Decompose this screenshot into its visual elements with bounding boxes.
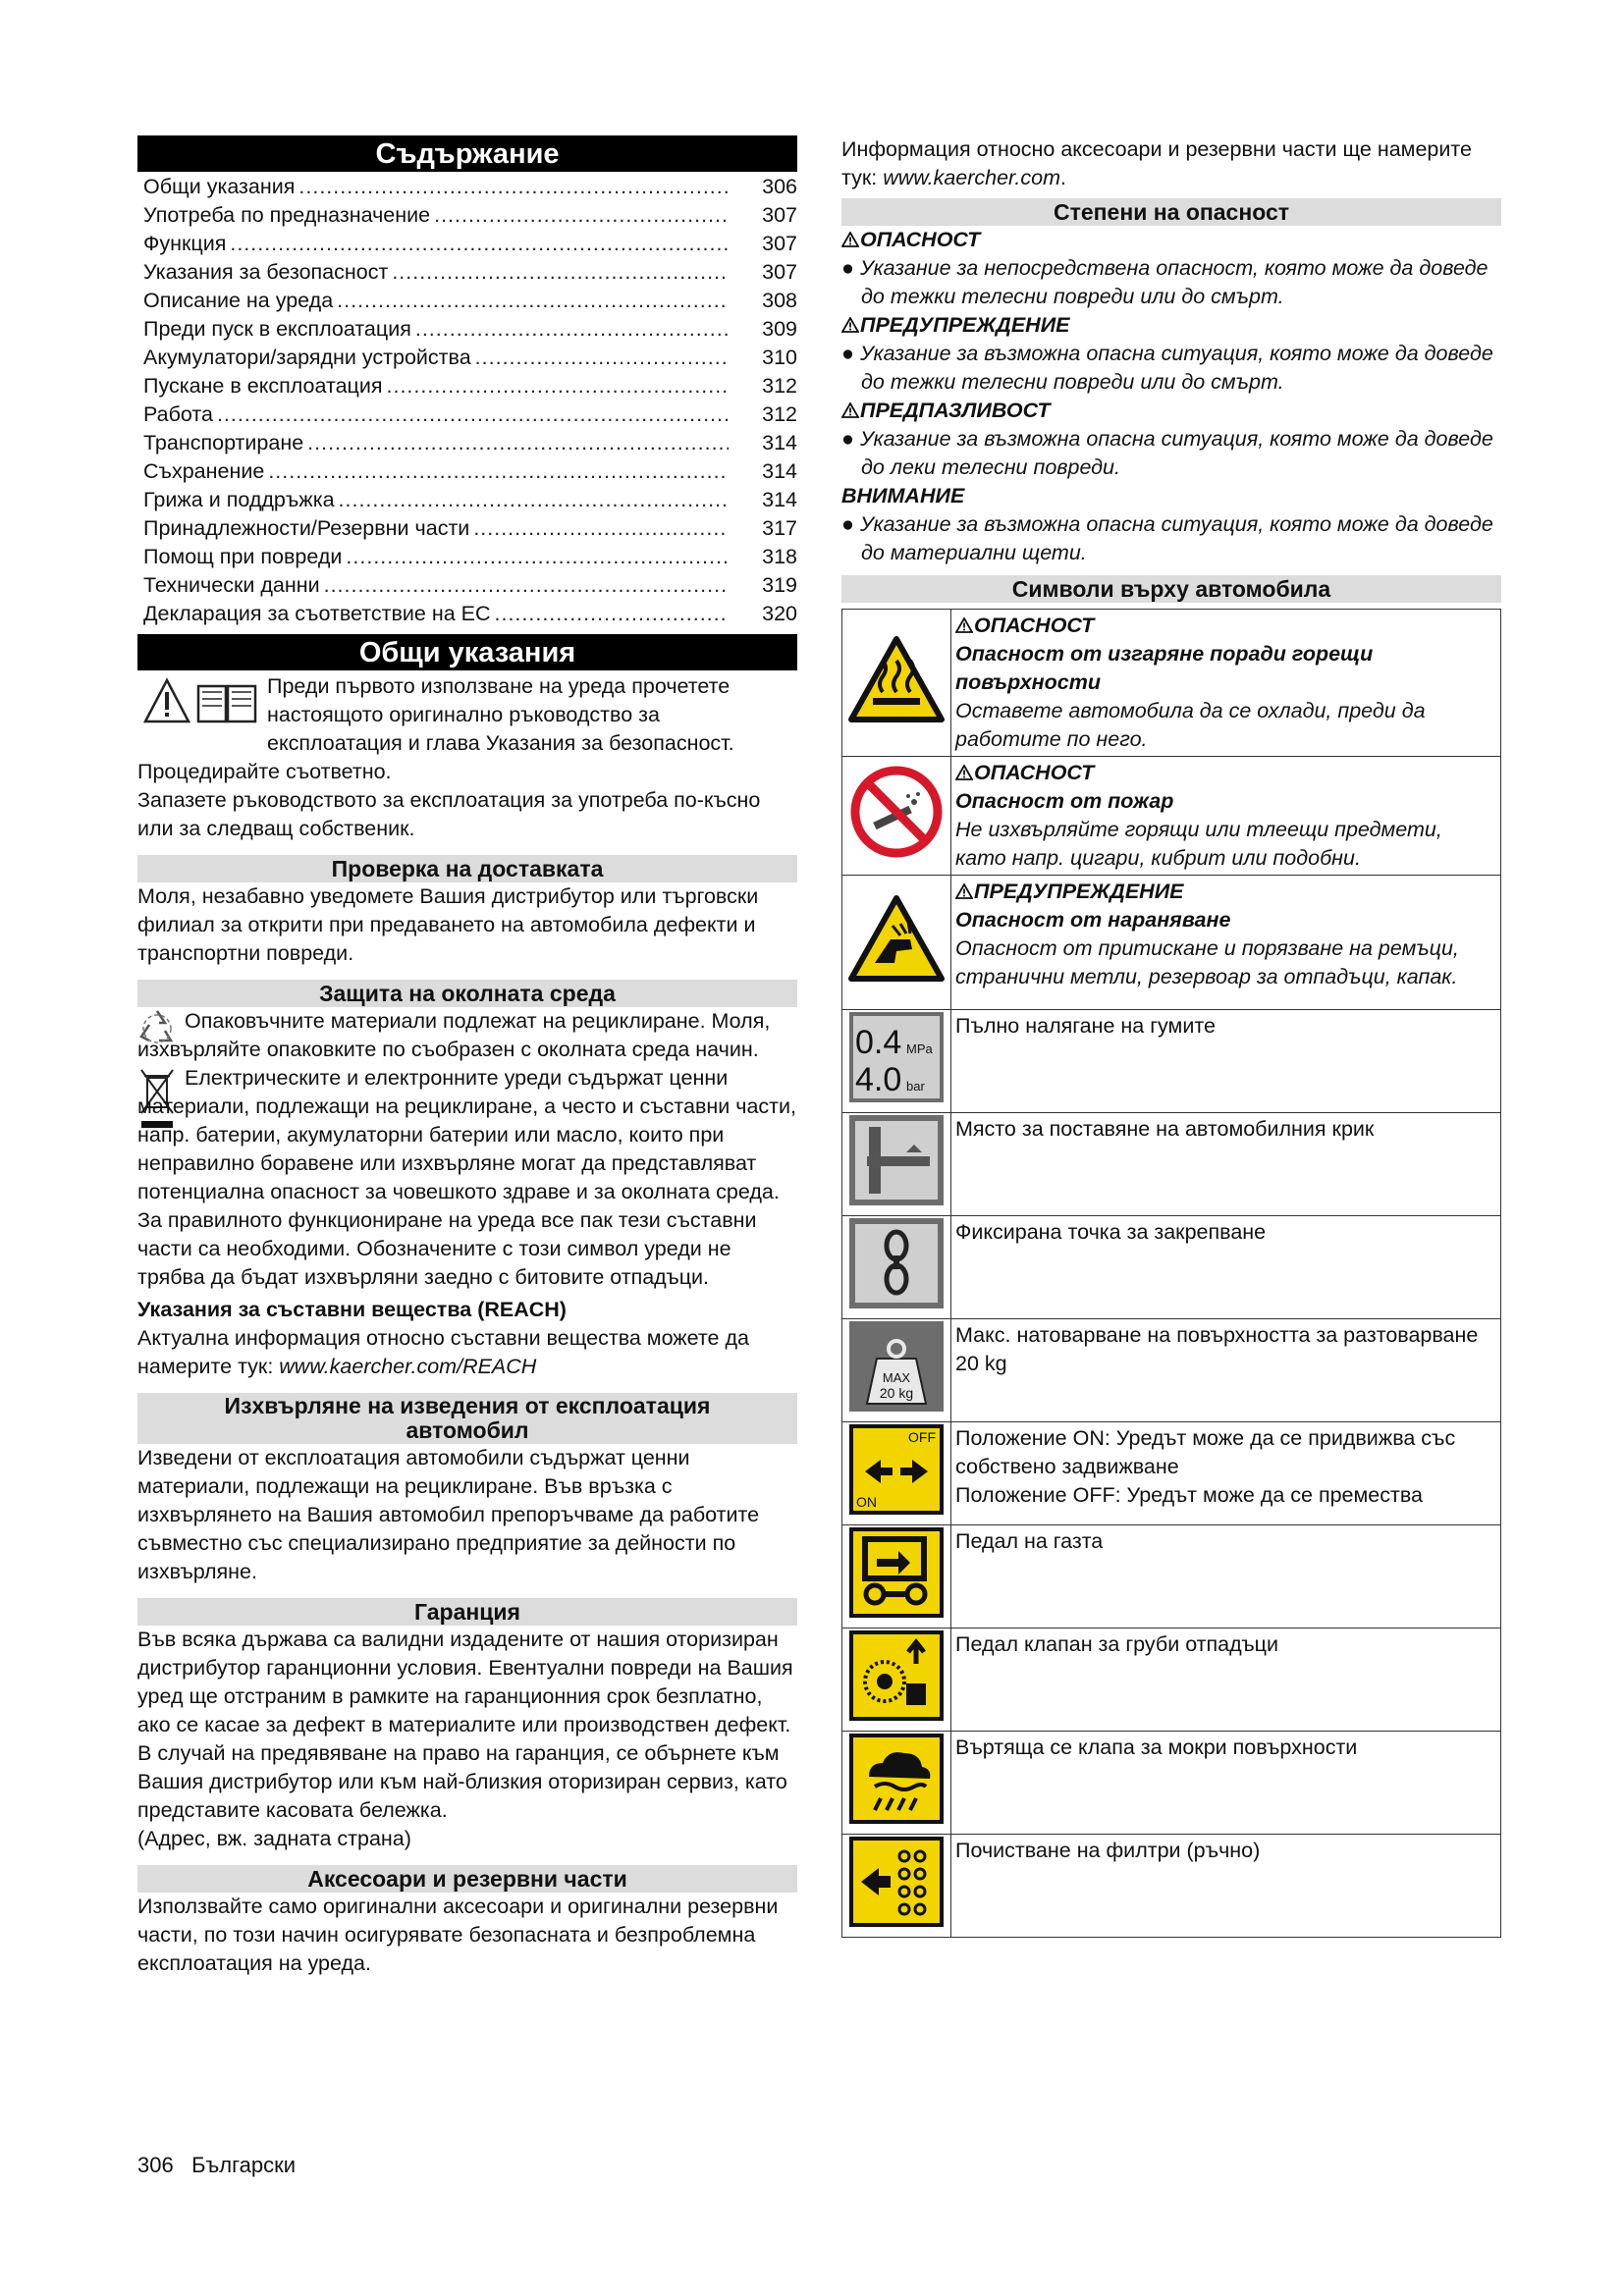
accessories-info: Информация относно аксесоари и резервни части ще намерите тук:: [841, 137, 1472, 189]
toc-item-page: 307: [762, 260, 797, 284]
symbol-text: Фиксирана точка за закрепване: [955, 1220, 1267, 1244]
toc-item[interactable]: [143, 201, 797, 230]
symbol-danger-label: [955, 759, 1496, 787]
symbol-description: [951, 757, 1501, 876]
page-footer: [137, 2151, 296, 2179]
toc-item-title: Принадлежности/Резервни части: [143, 516, 470, 540]
toc-item[interactable]: [143, 400, 797, 429]
symbol-text-2: Положение OFF: Уредът може да се премества: [955, 1483, 1423, 1507]
danger-level-text: [841, 510, 1501, 567]
danger-level-label-text: ПРЕДПАЗЛИВОСТ: [860, 399, 1051, 422]
toc-item[interactable]: [143, 571, 797, 600]
left-column: [137, 135, 797, 1978]
tire-pressure-mpa-unit: MPa: [906, 1041, 933, 1056]
disposal-heading: Изхвърляне на изведения от експлоатация автомобил: [137, 1393, 797, 1444]
toc-item-page: 320: [762, 602, 797, 625]
off-label: OFF: [908, 1429, 936, 1445]
symbol-description: [951, 1216, 1501, 1319]
bullet: ●: [841, 512, 860, 536]
toc-item[interactable]: [143, 173, 797, 201]
symbol-danger-label: [955, 612, 1496, 640]
general-intro-block: [137, 672, 797, 758]
toc-list: [143, 173, 797, 628]
toc-item-title: Пускане в експлоатация: [143, 374, 383, 398]
toc-leader-dots: [307, 429, 729, 457]
bullet: ●: [841, 342, 860, 365]
toc-leader-dots: [392, 258, 729, 287]
danger-level-description: Указание за възможна опасна ситуация, която може да доведе до тежки телесни повреди или до смърт.: [859, 342, 1493, 394]
symbol-text: Пълно налягане на гумите: [955, 1014, 1216, 1038]
symbol-row: [842, 876, 1501, 1010]
danger-level-description: Указание за възможна опасна ситуация, която може да доведе до леки телесни повреди.: [859, 427, 1493, 479]
max-label: MAX: [882, 1370, 911, 1385]
symbol-row: [842, 1732, 1501, 1835]
wet-surface-flap-icon: [842, 1732, 951, 1835]
toc-item-page: 310: [762, 346, 797, 369]
hot-surface-icon: [842, 610, 951, 757]
disposal-text: Изведени от експлоатация автомобили съдържат ценни материали, подлежащи на рециклиране. Във връзка с изхвърлянето на Вашия автомобил препоръчваме да работите съвместно със специализирано предприятие за дейности по изхвърляне.: [137, 1446, 760, 1583]
symbol-text: Почистване на филтри (ръчно): [955, 1839, 1261, 1862]
page-number: 306: [137, 2153, 174, 2177]
jack-point-icon: [842, 1113, 951, 1216]
toc-leader-dots: [298, 173, 729, 201]
hand-injury-icon: [842, 876, 951, 1010]
symbol-row: [842, 1010, 1501, 1113]
symbol-description: [951, 876, 1501, 1010]
toc-item[interactable]: [143, 457, 797, 486]
toc-item-title: Декларация за съответствие на ЕС: [143, 602, 491, 625]
symbol-danger-label-text: ПРЕДУПРЕЖДЕНИЕ: [974, 880, 1184, 903]
warning-triangle-icon: [955, 761, 974, 784]
toc-item[interactable]: [143, 258, 797, 287]
symbol-row: [842, 757, 1501, 876]
symbol-description: [951, 1113, 1501, 1216]
toc-item[interactable]: [143, 230, 797, 258]
toc-leader-dots: [415, 315, 729, 344]
toc-item[interactable]: [143, 543, 797, 571]
toc-item[interactable]: [143, 429, 797, 457]
toc-item[interactable]: [143, 600, 797, 628]
warning-triangle-icon: [841, 399, 860, 422]
toc-item-page: 314: [762, 488, 797, 511]
toc-leader-dots: [387, 372, 729, 400]
toc-item-title: Съхранение: [143, 459, 265, 483]
accessories-link-suffix: .: [1060, 166, 1066, 189]
symbol-title: Опасност от пожар: [955, 789, 1174, 813]
toc-leader-dots: [346, 543, 729, 571]
symbol-row: [842, 1629, 1501, 1732]
toc-heading: Съдържание: [137, 135, 797, 172]
danger-levels-list: [841, 226, 1501, 567]
tire-pressure-bar: 4.0: [855, 1061, 902, 1098]
general-heading: Общи указания: [137, 634, 797, 670]
toc-item-page: 309: [762, 317, 797, 341]
toc-leader-dots: [495, 600, 730, 628]
toc-leader-dots: [339, 486, 729, 514]
max-load-icon: [842, 1319, 951, 1422]
tire-pressure-mpa: 0.4: [855, 1024, 902, 1061]
coarse-waste-flap-icon: [842, 1629, 951, 1732]
toc-item[interactable]: [143, 486, 797, 514]
warning-manual-icon: [137, 672, 267, 758]
symbol-row: [842, 1835, 1501, 1938]
danger-level-label-text: ОПАСНОСТ: [860, 228, 981, 251]
toc-leader-dots: [475, 344, 729, 372]
symbol-description: [951, 1629, 1501, 1732]
symbols-heading: Символи върху автомобила: [841, 575, 1501, 603]
danger-level-description: Указание за непосредствена опасност, която може да доведе до тежки телесни повреди или до смърт.: [859, 256, 1489, 308]
warning-triangle-icon: [955, 614, 974, 637]
toc-item-title: Помощ при повреди: [143, 545, 343, 568]
toc-item-title: Описание на уреда: [143, 289, 334, 312]
toc-leader-dots: [337, 287, 729, 315]
warning-triangle-icon: [841, 313, 860, 337]
toc-item[interactable]: [143, 315, 797, 344]
delivery-heading: Проверка на доставката: [137, 855, 797, 882]
reach-title: Указания за съставни вещества (REACH): [137, 1298, 567, 1321]
accelerator-pedal-icon: [842, 1525, 951, 1629]
toc-leader-dots: [230, 230, 729, 258]
symbol-description: [951, 1422, 1501, 1525]
danger-level-label-text: ПРЕДУПРЕЖДЕНИЕ: [860, 313, 1070, 337]
symbol-description: [951, 1319, 1501, 1422]
danger-levels-heading: Степени на опасност: [841, 198, 1501, 226]
bullet: ●: [841, 256, 860, 280]
toc-item-title: Транспортиране: [143, 431, 304, 454]
toc-item-page: 306: [762, 175, 797, 198]
danger-level-label-text: ВНИМАНИЕ: [841, 484, 965, 507]
toc-item-page: 312: [762, 374, 797, 398]
danger-level-text: [841, 340, 1501, 397]
weee-block: [137, 1064, 797, 1292]
symbol-text: Въртяща се клапа за мокри повърхности: [955, 1735, 1358, 1759]
toc-item-title: Функция: [143, 232, 227, 255]
symbol-row: [842, 1216, 1501, 1319]
toc-item-page: 317: [762, 516, 797, 540]
general-keep: Запазете ръководството за експлоатация за употреба по-късно или за следващ собственик.: [137, 788, 761, 840]
symbol-description: [951, 1732, 1501, 1835]
warranty-heading: Гаранция: [137, 1598, 797, 1626]
general-proceed: Процедирайте съответно.: [137, 760, 392, 783]
toc-item-title: Указания за безопасност: [143, 260, 389, 284]
toc-item-title: Общи указания: [143, 175, 296, 198]
symbol-row: [842, 1422, 1501, 1525]
symbol-danger-label-text: ОПАСНОСТ: [974, 614, 1095, 637]
toc-item-page: 307: [762, 203, 797, 227]
warning-triangle-icon: [955, 880, 974, 903]
warranty-text: Във всяка държава са валидни издадените от нашия оторизиран дистрибутор гаранционни условия. Евентуални повреди на Вашия уред ще отстраним в рамките на гаранционния срок безплатно, ако се касае за дефект в материалите или производствен дефект. В случай на предявяване на право на гаранция, се обърнете към Вашия дистрибутор или към най-близкия оторизиран сервиз, като представите касовата бележка.: [137, 1628, 793, 1822]
drive-lever-icon: [842, 1422, 951, 1525]
delivery-text: Моля, незабавно уведомете Вашия дистрибутор или търговски филиал за открити при предаването на автомобила дефекти и транспортни повреди.: [137, 884, 759, 965]
recycle-block: [137, 1007, 797, 1064]
symbol-text: Опасност от притискане и порязване на ремъци, странични метли, резервоар за отпадъци, капак.: [955, 936, 1459, 988]
accessories-heading: Аксесоари и резервни части: [137, 1865, 797, 1893]
toc-item-page: 308: [762, 289, 797, 312]
toc-item-page: 314: [762, 431, 797, 454]
symbol-description: [951, 1525, 1501, 1629]
toc-item-title: Работа: [143, 402, 213, 426]
toc-leader-dots: [268, 457, 729, 486]
reach-paragraph: [137, 1324, 797, 1381]
symbol-title: Опасност от нараняване: [955, 908, 1231, 932]
symbol-description: [951, 1835, 1501, 1938]
general-intro: Преди първото използване на уреда прочетете настоящото оригинално ръководство за експлоатация и глава Указания за безопасност.: [267, 674, 734, 755]
symbol-title: Опасност от изгаряне поради горещи повърхности: [955, 642, 1374, 694]
symbol-text: Оставете автомобила да се охлади, преди да работите по него.: [955, 699, 1426, 751]
max-weight: 20 kg: [879, 1385, 914, 1401]
toc-item[interactable]: [143, 514, 797, 543]
tire-pressure-bar-unit: bar: [906, 1079, 925, 1094]
symbol-text: Място за поставяне на автомобилния крик: [955, 1117, 1375, 1141]
bullet: ●: [841, 427, 860, 451]
danger-level-text: [841, 254, 1501, 311]
symbol-description: [951, 1010, 1501, 1113]
symbol-row: [842, 1525, 1501, 1629]
toc-leader-dots: [324, 571, 729, 600]
symbol-row: [842, 610, 1501, 757]
danger-level-text: [841, 425, 1501, 482]
warning-triangle-icon: [841, 228, 860, 251]
toc-item-page: 312: [762, 402, 797, 426]
reach-link[interactable]: www.kaercher.com/REACH: [279, 1355, 537, 1378]
toc-item-page: 314: [762, 459, 797, 483]
no-fire-icon: [842, 757, 951, 876]
tie-down-point-icon: [842, 1216, 951, 1319]
symbol-text: Положение ON: Уредът може да се придвижва със собствено задвижване: [955, 1426, 1456, 1478]
symbol-row: [842, 1113, 1501, 1216]
reach-text: Актуална информация относно съставни вещества можете да намерите тук:: [137, 1326, 749, 1378]
accessories-link[interactable]: www.kaercher.com: [883, 166, 1061, 189]
toc-item-page: 319: [762, 573, 797, 597]
danger-level-label: [841, 482, 1501, 510]
tire-pressure-icon: [842, 1010, 951, 1113]
toc-item-title: Употреба по предназначение: [143, 203, 431, 227]
toc-leader-dots: [217, 400, 729, 429]
toc-leader-dots: [473, 514, 729, 543]
toc-item-title: Грижа и поддръжка: [143, 488, 335, 511]
symbols-table: [841, 609, 1501, 1938]
warranty-address: (Адрес, вж. задната страна): [137, 1827, 411, 1850]
toc-item-page: 307: [762, 232, 797, 255]
danger-level-label: [841, 311, 1501, 340]
symbol-text: Не изхвърляйте горящи или тлеещи предмети, като напр. цигари, кибрит или подобни.: [955, 818, 1442, 870]
accessories-info-paragraph: [841, 135, 1501, 192]
symbol-text: Педал на газта: [955, 1529, 1104, 1553]
toc-item-title: Акумулатори/зарядни устройства: [143, 346, 471, 369]
toc-item[interactable]: [143, 372, 797, 400]
toc-item-title: Преди пуск в експлоатация: [143, 317, 411, 341]
danger-level-label: [841, 397, 1501, 425]
environment-recycle: Опаковъчните материали подлежат на рециклиране. Моля, изхвърляйте опаковките по съобразен с околната среда начин.: [137, 1009, 771, 1061]
symbol-row: [842, 1319, 1501, 1422]
toc-item-page: 318: [762, 545, 797, 568]
environment-heading: Защита на околната среда: [137, 980, 797, 1007]
symbol-description: [951, 610, 1501, 757]
filter-cleaning-icon: [842, 1835, 951, 1938]
toc-item[interactable]: [143, 287, 797, 315]
symbol-danger-label-text: ОПАСНОСТ: [974, 761, 1095, 784]
right-column: [841, 135, 1501, 1938]
danger-level-label: [841, 226, 1501, 254]
toc-item[interactable]: [143, 344, 797, 372]
environment-weee: Електрическите и електронните уреди съдържат ценни материали, подлежащи на рециклиране, а често и съставни части, напр. батерии, акумулаторни батерии или масло, които при неправилно боравене или изхвърляне могат да представляват потенциална опасност за човешкото здраве и за околната среда. За правилното функциониране на уреда все пак тези съставни части са необходими. Обозначените с този символ уреди не трябва да бъдат изхвърляни заедно с битовите отпадъци.: [137, 1066, 797, 1289]
toc-leader-dots: [434, 201, 729, 230]
toc-item-title: Технически данни: [143, 573, 320, 597]
on-label: ON: [856, 1494, 877, 1510]
symbol-text: Педал клапан за груби отпадъци: [955, 1632, 1278, 1656]
danger-level-description: Указание за възможна опасна ситуация, която може да доведе до материални щети.: [859, 512, 1493, 564]
symbol-danger-label: [955, 878, 1496, 906]
footer-language: Български: [191, 2153, 297, 2177]
accessories-text: Използвайте само оригинални аксесоари и оригинални резервни части, по този начин осигурявате безопасната и безпроблемна експлоатация на уреда.: [137, 1895, 779, 1975]
symbol-text: Макс. натоварване на повърхността за разтоварване 20 kg: [955, 1323, 1479, 1375]
